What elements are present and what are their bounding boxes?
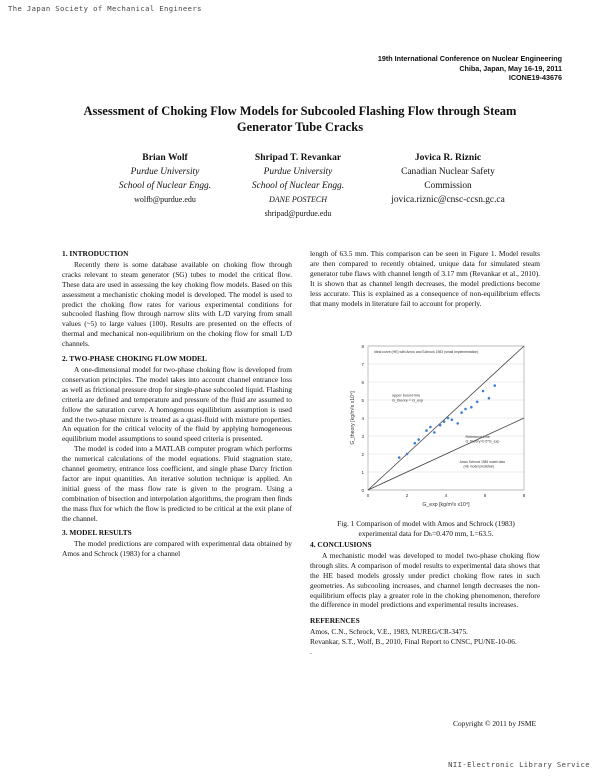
data-point [433,431,436,434]
author-3-name: Jovica R. Riznic [414,152,482,163]
author-2-affiliation-2: DANE POSTECH [269,195,327,204]
annotation-legend-2: (HE model prediction) [463,464,495,469]
annotation-upper-1: upper bound line [392,393,421,398]
author-1-school: School of Nuclear Engg. [118,181,212,191]
model-paragraph-2: The model is coded into a MATLAB computer program which performs the numerical calculations of the model equations. Fluid stagnation state, channel geometry, entrance loss coefficient, and single phase Darcy friction factor are input quantities. An iterative solution technique is applied. An initial guess of the mass flow rate is given to the program. Using a combination of bisection and interpolation algorithms, the program then finds the mass flux for which the flow is predicted to be critical at the exit plane of the channel. [62,444,292,523]
data-point [414,442,417,445]
data-point [425,429,428,432]
data-point [464,408,467,411]
x-axis-label: G_exp [kg/m²s x10⁴] [422,502,470,508]
conclusions-paragraph: A mechanistic model was developed to model two-phase choking flow through slits. A comparison of model results to experimental data shows that the HE based models grossly under predict choking flow rates in such geometries. As subcooling increases, and channel length decreases the non-equilibrium effects play a greater role in the choking phenomenon, therefore the difference in model predictions and experimental results increases. [310,550,540,610]
x-tick-label: 8 [522,493,526,498]
annotation-upper-2: G_theory = G_exp [392,398,424,403]
reference-1: Amos, C.N., Schrock, V.E., 1983, NUREG/CR-3475. [310,627,469,637]
figure-1-chart [318,340,534,515]
y-tick-label: 8 [361,343,364,349]
author-3 [368,151,528,207]
data-point [451,419,454,422]
section-model-heading: 2. TWO-PHASE CHOKING FLOW MODEL [62,354,207,364]
author-3-affiliation-2: Commission [424,181,472,191]
x-tick-label: 4 [444,493,448,498]
author-1-email: wolfb@purdue.edu [134,195,196,204]
data-point [429,426,432,429]
data-point [398,456,401,459]
annotation-legend-1: Amos Schrock 1983 model data [459,460,505,464]
section-introduction-heading: 1. INTRODUCTION [62,249,129,258]
author-2-affiliation: Purdue University [263,167,333,177]
y-tick-label: 1 [361,469,364,475]
copyright: Copyright © 2011 by JSME [453,719,536,728]
references-heading: REFERENCES [310,616,360,626]
author-3-affiliation: Canadian Nuclear Safety [401,167,495,177]
library-footer: NII-Electronic Library Service [448,760,590,769]
right-column-bottom [310,540,540,657]
model-paragraph-1: A one-dimensional model for two-phase choking flow is developed from conservation principles. The model takes into account channel entrance loss as well as frictional pressure drop for single-phase subcooled liquid. Flashing criteria are defined and temperature and pressure of the fluid are assumed to follow the saturation curve. A homogenous equilibrium assumption is used and the two-phase mixture is treated as a quasi-fluid with mixture properties. An equation for the critical velocity of the fluid by applying homogeneous equilibrium model assumptions to sound speed criteria is presented. [62,364,292,444]
figure-caption-line-2: experimental data for Dₕ=0.470 mm, L=63.5. [358,528,494,538]
x-tick-label: 2 [405,493,409,498]
author-2-email: shripad@purdue.edu [264,209,332,218]
paper-title [50,103,550,135]
data-point [482,390,485,393]
introduction-paragraph: Recently there is some database available on choking flow through cracks relevant to steam generator (SG) tubes to model the critical flow. These data are used in assessing the key choking flow models. Based on this assessment a mechanistic choking model is developed. The model is used to predict the choking flow rates for various experimental conditions for subcooled flashing flow through narrow slits with L/D varying from small values (~5) to large values (100). Results are presented on the effects of thermal and mechanical non-equilibrium on the choking flow for small L/D channels. [62,259,292,349]
results-paragraph: The model predictions are compared with experimental data obtained by Amos and Schrock (1983) for a channel [62,539,292,559]
author-3-email: jovica.riznic@cnsc-ccsn.gc.ca [391,195,505,205]
author-1-affiliation: Purdue University [130,167,200,177]
figure-caption [310,519,542,539]
reference-2: Revankar, S.T., Wolf, B., 2010, Final Report to CNSC, PU/NE-10-06. [310,637,517,647]
x-tick-label: 0 [366,493,370,498]
title-line-2: Generator Tube Cracks [236,120,364,134]
author-2-school: School of Nuclear Engg. [251,181,345,191]
title-line-1: Assessment of Choking Flow Models for Subcooled Flashing Flow through Steam [83,104,517,118]
paper-id: ICONE19-43676 [508,73,562,83]
author-1 [100,151,230,207]
x-tick-label: 6 [483,493,487,498]
annotation-ref-2: G_theory=0.5*G_exp [465,439,500,444]
annotation-top: Ideal curve (HE) with Amos and Schrock 1983 (small Implementation) [374,350,479,354]
y-tick-label: 6 [361,379,364,385]
y-axis-label: G_theory [kg/m²s x10⁴] [350,391,356,445]
y-tick-label: 4 [361,415,364,421]
conference-location: Chiba, Japan, May 16-19, 2011 [459,63,562,73]
data-point [447,417,450,420]
data-point [476,401,479,404]
conference-name: 19th International Conference on Nuclear Engineering [377,54,562,63]
y-tick-label: 5 [361,397,364,403]
data-point [456,422,459,425]
data-point [470,406,473,409]
data-point [439,424,442,427]
chart-static-layer [350,344,526,508]
data-point [488,397,491,400]
section-results-heading: 3. MODEL RESULTS [62,528,132,538]
y-tick-label: 7 [361,361,364,367]
y-tick-label: 2 [361,451,364,457]
left-column [62,249,292,559]
figure-caption-line-1: Fig. 1 Comparison of model with Amos and Schrock (1983) [337,519,515,528]
y-tick-label: 0 [361,487,364,493]
author-1-name: Brian Wolf [142,152,188,163]
data-point [417,438,420,441]
author-2-name: Shripad T. Revankar [254,152,342,163]
y-tick-label: 3 [361,433,364,439]
author-2 [228,151,368,221]
reference-dot: . [310,647,312,657]
data-point [406,453,409,456]
society-header: The Japan Society of Mechanical Engineers [8,4,202,13]
annotation-ref-1: Reference Line [465,434,490,439]
section-conclusions-heading: 4. CONCLUSIONS [310,540,372,549]
data-point [460,411,463,414]
data-point [493,384,496,387]
conference-info [378,54,562,83]
data-point [443,420,446,423]
results-continued-paragraph: length of 63.5 mm. This comparison can be seen in Figure 1. Model results are then compared to recently obtained, unique data for simulated steam generator tube flaws with channel length of 3.17 mm (Revankar et al., 2010). It is shown that as channel length decreases, the model predictions become less accurate. This is explained as a consequence of non-equilibrium effects that many models in literature fail to account for properly. [310,249,540,308]
right-column-top [310,249,540,308]
